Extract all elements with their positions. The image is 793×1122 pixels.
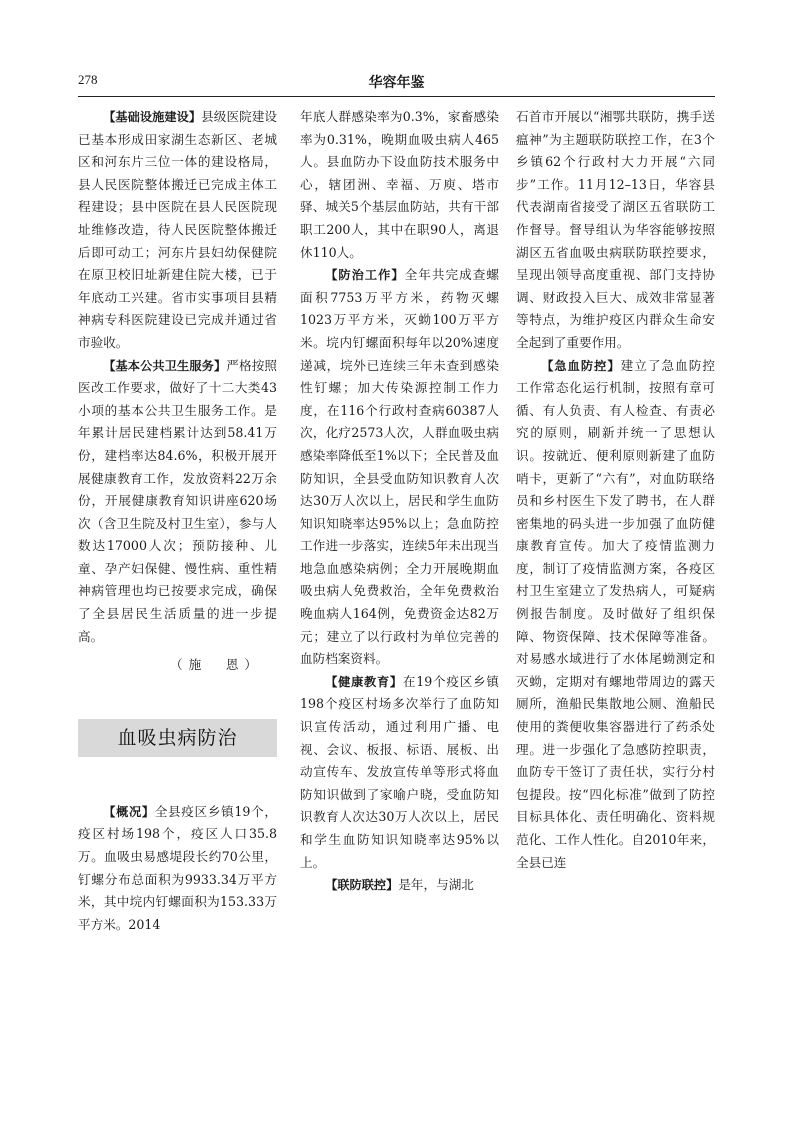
column-3 xyxy=(516,106,715,874)
paragraph-joint-control xyxy=(300,874,499,897)
paragraph-overview-continued: 年底人群感染率为0.3%，家畜感染率为0.31%，晚期血吸虫病人465人。县血防办下设血防技术服务中心，辖团洲、幸福、万庾、塔市驿、城关5个基层血防站，共有干部职工200人，其中在职90人，离退休110人。 xyxy=(300,109,499,260)
section-head: 【急血防控】 xyxy=(541,358,621,373)
paragraph-health-education xyxy=(300,671,499,874)
page-number: 278 xyxy=(78,72,98,87)
section-head: 【健康教育】 xyxy=(325,674,403,689)
paragraph-text: 建立了急血防控工作常态化运行机制，按照有章可循、有人负责、有人检查、有责必究的原则，刷新并统一了思想认识。按就近、便利原则新建了血防哨卡，更新了“六有”，对血防联络员和乡村医生下发了聘书，在人群密集地的码头进一步加强了血防健康教育宣传。加大了疫情监测力度，制订了疫情监测方案，各疫区村卫生室建立了发热病人，可疑病例报告制度。及时做好了组织保障、物资保障、技术保障等准备。对易感水域进行了水体尾蚴测定和灭蚴，定期对有螺地带周边的露天厕所，渔船民集散地公厕、渔船民使用的粪便收集容器进行了药杀处理。进一步强化了急感防控职责，血防专干签订了责任状，实行分村包提段。按“四化标准”做到了防控目标具体化、责任明确化、资料规范化、工作人性化。自2010年来，全县已连 xyxy=(516,357,716,870)
author-credit: （施 恩） xyxy=(170,657,263,673)
paragraph-text: 县级医院建设已基本形成田家湖生态新区、老城区和河东片三位一体的建设格局，县人民医院整体搬迁已完成主体工程建设；县中医院在县人民医院现址维修改造，待人民医院整体搬迁后即可动工；河东片县妇幼保健院在原卫校旧址新建住院大楼，已于年底动工兴建。省市实事项目县精神病专科医院建设已完成并通过省市验收。 xyxy=(78,109,278,350)
paragraph-public-health xyxy=(78,355,277,649)
column-2 xyxy=(300,106,499,897)
section-title-banner: 血吸虫病防治 xyxy=(78,719,277,757)
running-title: 华容年鉴 xyxy=(368,75,425,91)
section-head: 【基础设施建设】 xyxy=(103,110,202,124)
paragraph-text: 全年共完成查螺面积7753万平方米，药物灭螺1023万平方米，灭蚴100万平方米。垸内钉螺面积每年以20%速度递减，垸外已连续三年未查到感染性钉螺；加大传染源控制工作力度，在116个行政村查病60387人次，化疗2573人次，人群血吸虫病感染率降低至1%以下；全民普及血防知识，全县受血防知识教育人次达30万人次以上，居民和学生血防知识知晓率达95%以上；急血防控工作进一步落实，连续5年未出现当地急血感染病例；全力开展晚期血吸虫病人免费救治，全年免费救治晚血病人164例，免费资金达82万元；建立了以行政村为单位完善的血防档案资料。 xyxy=(300,267,500,667)
paragraph-text: 严格按照医改工作要求，做好了十二大类43小项的基本公共卫生服务工作。是年累计居民建档累计达到58.41万份，建档率达84.6%，积极开展开展健康教育工作，发放资料22万余份，开展健康教育知识讲座620场次（含卫生院及村卫生室），参与人数达17000人次；预防接种、儿童、孕产妇保健、慢性病、重性精神病管理也均已按要求完成，确保了全县居民生活质量的进一步提高。 xyxy=(78,357,278,644)
page-header xyxy=(78,72,715,96)
section-head: 【基本公共卫生服务】 xyxy=(103,358,227,373)
paragraph-prevention xyxy=(300,264,499,671)
header-rule xyxy=(78,96,715,97)
paragraph-overview xyxy=(78,801,277,937)
section-head: 【防治工作】 xyxy=(325,268,405,283)
paragraph-text: 在19个疫区乡镇198个疫区村场多次举行了血防知识宣传活动，通过利用广播、电视、会议、板报、标语、展板、出动宣传车、发放宣传单等形式将血防知识做到了家喻户晓，受血防知识教育人次达30万人次以上，居民和学生血防知识知晓率达95%以上。 xyxy=(300,673,499,870)
paragraph-infrastructure xyxy=(78,106,277,355)
section-head: 【联防联控】 xyxy=(325,878,399,893)
paragraph-text: 全县疫区乡镇19个，疫区村场198个，疫区人口35.8万。血吸虫易感堤段长约70公里，钉螺分布总面积为9933.34万平方米，其中垸内钉螺面积为153.33万平方米。2014 xyxy=(78,803,277,932)
paragraph-joint-control-continued: 石首市开展以“湘鄂共联防，携手送瘟神”为主题联防联控工作，在3个乡镇62个行政村大力开展“六同步”工作。11月12–13日，华容县代表湖南省接受了湖区五省联防工作督导。督导组认为华容能够按照湖区五省血吸虫病联防联控要求，呈现出领导高度重视、部门支持协调、财政投入巨大、成效非常显著等特点，为维护疫区内群众生命安全起到了重要作用。 xyxy=(516,109,715,350)
column-1 xyxy=(78,106,277,936)
paragraph-text: 是年，与湖北 xyxy=(398,877,474,893)
paragraph-acute-control xyxy=(516,355,715,875)
section-head: 【概况】 xyxy=(103,804,155,819)
